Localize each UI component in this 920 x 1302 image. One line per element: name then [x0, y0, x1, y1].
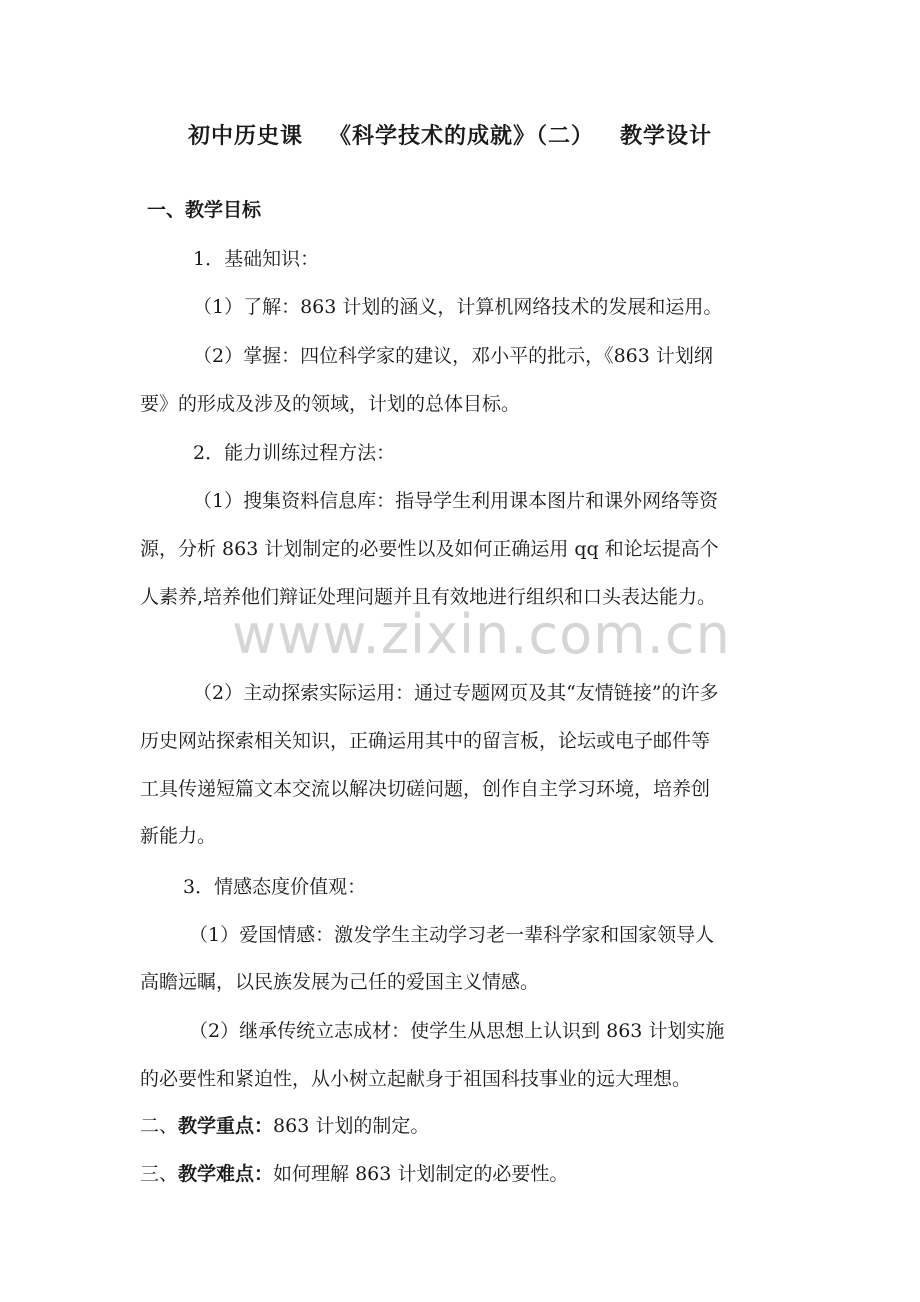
item-1-label: 1．基础知识：: [193, 248, 320, 270]
item-2-sub-1-line-3: 人素养,培养他们辩证处理问题并且有效地进行组织和口头表达能力。: [140, 586, 717, 608]
item-3-sub-2-line-1: （2）继承传统立志成材：使学生从思想上认识到 863 计划实施: [189, 1020, 725, 1042]
section-3-text: 如何理解 863 计划制定的必要性。: [273, 1163, 569, 1185]
item-3-sub-1-line-2: 高瞻远瞩，以民族发展为己任的爱国主义情感。: [140, 971, 540, 993]
item-2-label: 2．能力训练过程方法：: [193, 442, 396, 464]
section-2-prefix: 二、: [140, 1115, 179, 1137]
item-2-sub-2-line-3: 工具传递短篇文本交流以解决切磋问题，创作自主学习环境，培养创: [140, 778, 711, 800]
item-3-label: 3．情感态度价值观：: [183, 876, 367, 898]
item-1-sub-1: （1）了解：863 计划的涵义，计算机网络技术的发展和运用。: [193, 296, 723, 318]
item-2-sub-1-line-2: 源，分析 863 计划制定的必要性以及如何正确运用 qq 和论坛提高个: [140, 538, 719, 560]
item-3-sub-1-line-1: （1）爱国情感：激发学生主动学习老一辈科学家和国家领导人: [189, 924, 715, 946]
section-2-text: 863 计划的制定。: [273, 1115, 430, 1137]
item-2-sub-1-line-1: （1）搜集资料信息库：指导学生利用课本图片和课外网络等资: [193, 490, 719, 512]
item-2-sub-2-line-2: 历史网站探索相关知识，正确运用其中的留言板，论坛或电子邮件等: [140, 730, 711, 752]
title-part-2: 《科学技术的成就》（二）: [329, 123, 595, 149]
title-part-1: 初中历史课: [188, 123, 304, 149]
section-2-line: [140, 1112, 429, 1140]
section-3-line: [140, 1160, 568, 1188]
watermark-text: www.zixin.com.cn: [232, 603, 731, 666]
item-1-sub-2-line-1: （2）掌握：四位科学家的建议，邓小平的批示，《863 计划纲: [193, 345, 713, 367]
section-2-label: 教学重点：: [178, 1115, 274, 1137]
document-title: [188, 122, 712, 150]
item-2-sub-2-line-1: （2）主动探索实际运用：通过专题网页及其“友情链接”的许多: [193, 682, 719, 704]
section-1-heading: 一、教学目标: [147, 199, 262, 221]
section-3-label: 教学难点：: [178, 1163, 274, 1185]
item-3-sub-2-line-2: 的必要性和紧迫性，从小树立起献身于祖国科技事业的远大理想。: [140, 1068, 692, 1090]
item-2-sub-2-line-4: 新能力。: [140, 825, 217, 847]
title-part-3: 教学设计: [620, 123, 713, 149]
item-1-sub-2-line-2: 要》的形成及涉及的领域，计划的总体目标。: [140, 393, 521, 415]
section-3-prefix: 三、: [140, 1163, 179, 1185]
